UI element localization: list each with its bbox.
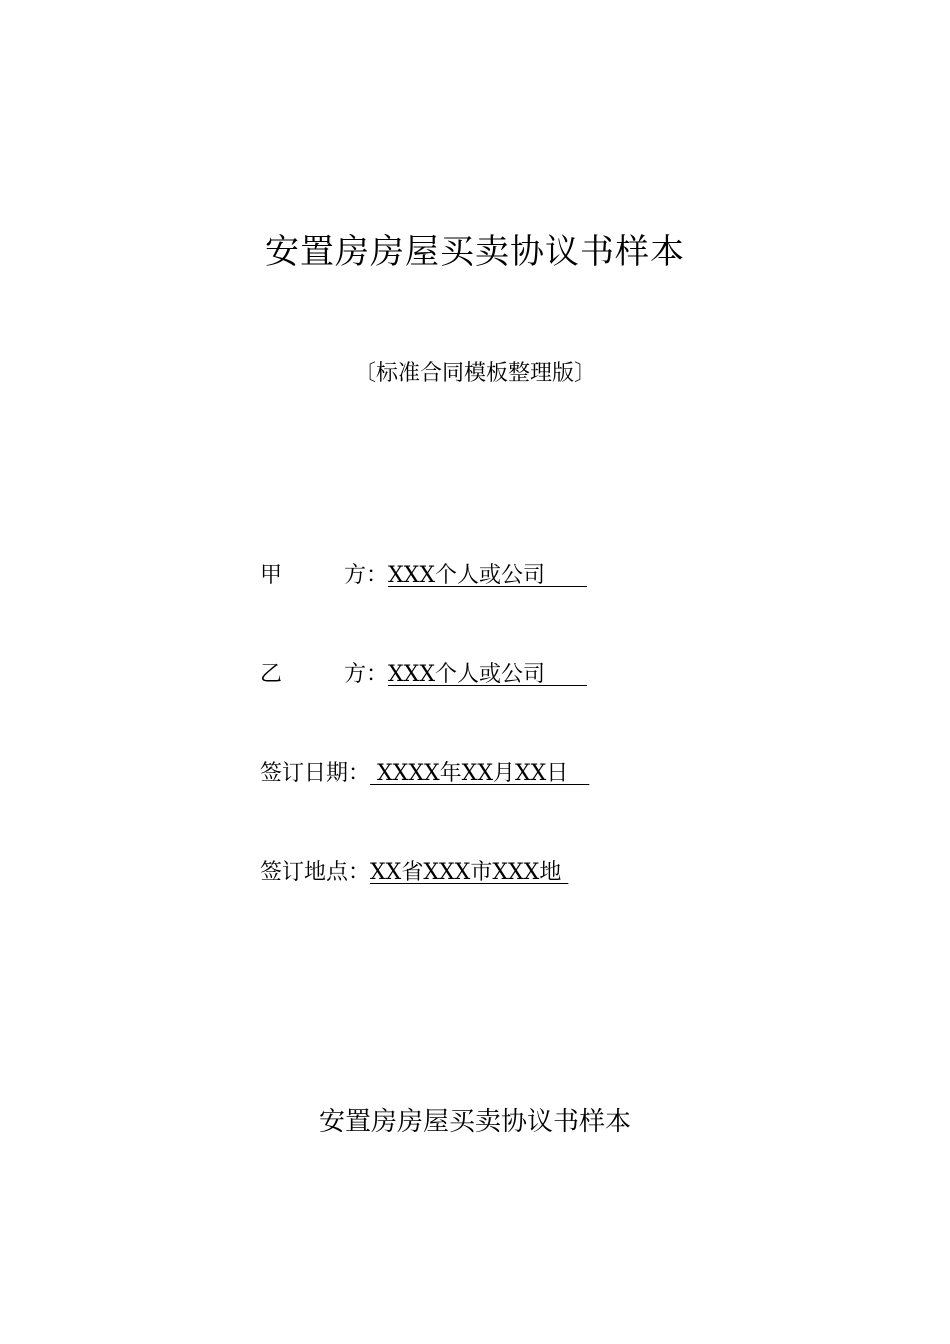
signing-place-value: XX省XXX市XXX地 — [370, 860, 569, 885]
signing-date-label: 签订日期： — [260, 761, 371, 786]
document-title: 安置房房屋买卖协议书样本 — [265, 232, 685, 272]
party-b-value: XXX个人或公司 — [388, 662, 587, 687]
signing-date-field — [260, 758, 589, 790]
signing-date-value: XXXX年XX月XX日 — [370, 761, 590, 786]
party-a-label-second: 方： — [343, 563, 388, 588]
party-a-label-first: 甲 — [260, 563, 283, 588]
party-a-label — [260, 560, 388, 592]
footer-title: 安置房房屋买卖协议书样本 — [318, 1107, 631, 1137]
party-a-value: XXX个人或公司 — [388, 563, 587, 588]
party-b-label-second: 方： — [343, 662, 388, 687]
signing-place-field — [260, 857, 568, 889]
party-a-field — [260, 560, 587, 592]
document-subtitle: 〔标准合同模板整理版〕 — [353, 361, 596, 386]
party-b-field — [260, 659, 587, 691]
party-b-label — [260, 659, 388, 691]
signing-place-label: 签订地点： — [260, 860, 371, 885]
party-b-label-first: 乙 — [260, 662, 283, 687]
